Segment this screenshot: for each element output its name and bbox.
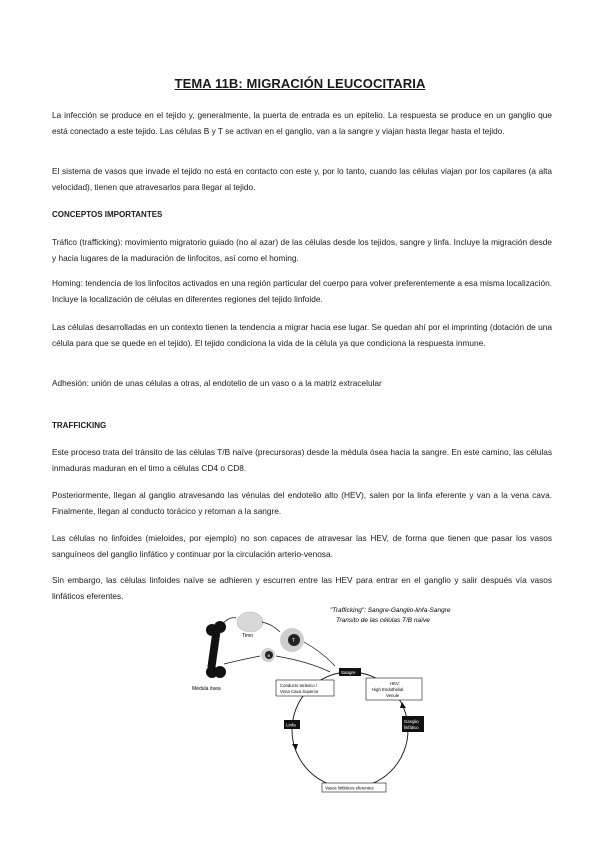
diagram-title: "Trafficking": Sangre-Ganglio-linfa-Sangre (330, 607, 451, 614)
paragraph-intro: La infección se produce en el tejido y, generalmente, la puerta de entrada es un epitelio. La respuesta se produce en un ganglio que está conectado a este tejido. Las células B y T se activan en el ganglio, van a la sangre y viajan hasta llegar hasta el tejido. (52, 110, 552, 136)
paragraph-posteriormente: Posteriormente, llegan al ganglio atravesando las vénulas del endotelio alto (HEV), salen por la linfa eferente y van a la vena cava. Finalmente, llegan al conducto torácico y retornan a la sangre. (52, 490, 552, 516)
vasos-label: Vasos linfáticos eferentes (325, 785, 374, 791)
arrow-thymus-t (262, 622, 280, 632)
sangre-label: Sangre (341, 670, 356, 675)
paragraph-proceso: Este proceso trata del tránsito de las células T/B naïve (precursoras) desde la médula ósea hacia la sangre. En este camino, las células inmaduras maduran en el timo a células CD4 o CD8. (52, 447, 552, 473)
medula-label: Médula ósea (192, 686, 221, 692)
trafficking-diagram (190, 600, 570, 840)
paragraph-vessels: El sistema de vasos que invade el tejido no está en contacto con este y, por lo tanto, cuando las células viajan por los capilares (a alta velocidad), tienen que atravesarlos para llegar al tejido. (52, 166, 552, 192)
heading-trafficking: TRAFFICKING (52, 421, 107, 430)
conducto-label-2: Vena Cava Superior (280, 689, 319, 694)
hev-label-1: HEV: (390, 681, 400, 686)
ganglio-label-1: Ganglio (404, 719, 419, 724)
arrow-bone-b (224, 656, 260, 664)
arrow-b-circle (276, 656, 330, 672)
bone-icon (206, 621, 226, 678)
conducto-label-1: Conducto toráxico / (280, 683, 318, 688)
paragraph-adhesion: Adhesión: unión de unas células a otras, al endotelio de un vaso o a la matriz extracelular (52, 378, 382, 388)
hev-label-2: High Endothelial (372, 687, 404, 692)
thymus-shape (237, 612, 263, 632)
diagram-subtitle: Transito de las células T/B naïve (336, 617, 430, 624)
linfa-label: Linfa (286, 722, 296, 728)
ganglio-label-2: linfático (404, 725, 419, 730)
page-title: TEMA 11B: MIGRACIÓN LEUCOCITARIA (174, 76, 426, 91)
paragraph-imprinting: Las células desarrolladas en un contexto tienen la tendencia a migrar hacia ese lugar. Se quedan ahí por el imprinting (dotación de una célula para que se quede en el tejido). El tejido condiciona la vida de la célula ya que condiciona la respuesta inmune. (52, 322, 552, 348)
heading-conceptos: CONCEPTOS IMPORTANTES (52, 210, 163, 219)
b-cell-label: B (267, 653, 271, 658)
paragraph-homing: Homing: tendencia de los linfocitos activados en una región particular del cuerpo para volver preferentemente a esa misma localización. Incluye la localización de células en diferentes regiones del tejido linfoide. (52, 278, 552, 304)
arrow-t-circle (304, 642, 335, 666)
paragraph-sin-embargo: Sin embargo, las células linfoides naïve se adhieren y escurren entre las HEV para entrar en el ganglio y salir después vía vasos linfáticos eferentes. (52, 575, 552, 601)
paragraph-trafico: Tráfico (trafficking): movimiento migratorio guiado (no al azar) de las células desde los tejidos, sangre y linfa. Incluye la migración desde y hacia lugares de la maduración de linfocitos, así como el homing. (52, 237, 552, 263)
hev-label-3: Venule (386, 693, 400, 698)
timo-label: Timo (242, 633, 253, 639)
paragraph-no-linfoides: Las células no linfoides (mieloides, por ejemplo) no son capaces de atravesar las HEV, de forma que tienen que pasar los vasos sanguíneos del ganglio linfático y continuar por la circulación arterio-venosa. (52, 533, 552, 559)
t-cell-label: T (292, 638, 296, 644)
